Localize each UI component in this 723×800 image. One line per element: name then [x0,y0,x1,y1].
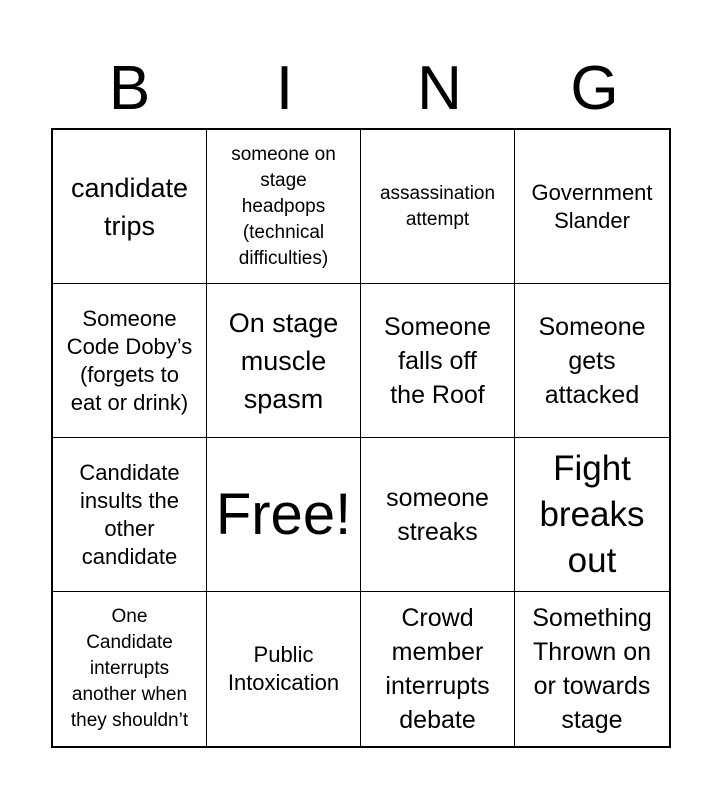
bingo-cell-text: On stage muscle spasm [228,307,339,414]
header-letter-i: I [275,54,294,123]
bingo-cell-r1c3[interactable] [361,130,515,284]
bingo-cell-r1c1[interactable] [53,130,207,284]
bingo-cell-r4c3[interactable] [361,592,515,746]
bingo-cell-free[interactable] [207,438,361,592]
bingo-cell-text: Something Thrown on or towards stage [532,604,652,734]
bingo-cell-text: Someone Code Doby’s (forgets to eat or drink) [66,305,193,415]
bingo-header [52,50,672,128]
bingo-cell-text: someone streaks [386,483,489,546]
bingo-cell-r4c1[interactable] [53,592,207,746]
bingo-cell-r3c3[interactable] [361,438,515,592]
bingo-cell-text: someone on stage headpops (technical difficulties) [231,143,336,269]
bingo-cell-r2c4[interactable] [515,284,669,438]
bingo-cell-r2c1[interactable] [53,284,207,438]
bingo-cell-text: candidate trips [70,172,189,241]
bingo-cell-text: Crowd member interrupts debate [385,604,490,734]
bingo-cell-r1c2[interactable] [207,130,361,284]
bingo-cell-text: Someone falls off the Roof [383,312,492,409]
bingo-cell-text: Government Slander [531,179,653,233]
bingo-cell-text: Someone gets attacked [538,312,646,409]
header-letter-g: G [570,54,619,123]
bingo-cell-r2c2[interactable] [207,284,361,438]
bingo-cell-r3c4[interactable] [515,438,669,592]
bingo-cell-r4c4[interactable] [515,592,669,746]
bingo-cell-text: Fight breaks out [539,448,645,580]
bingo-cell-r3c1[interactable] [53,438,207,592]
bingo-cell-text: One Candidate interrupts another when they shouldn’t [70,606,189,731]
bingo-cell-text: Candidate insults the other candidate [79,459,180,569]
header-letter-b: B [108,54,151,123]
bingo-cell-text: assassination attempt [379,182,496,230]
free-space-label: Free! [215,481,352,547]
bingo-cell-r2c3[interactable] [361,284,515,438]
bingo-cell-r1c4[interactable] [515,130,669,284]
bingo-cell-r4c2[interactable] [207,592,361,746]
bingo-card-grid [51,128,671,748]
bingo-cell-text: Public Intoxication [227,642,340,695]
header-letter-n: N [417,54,462,123]
